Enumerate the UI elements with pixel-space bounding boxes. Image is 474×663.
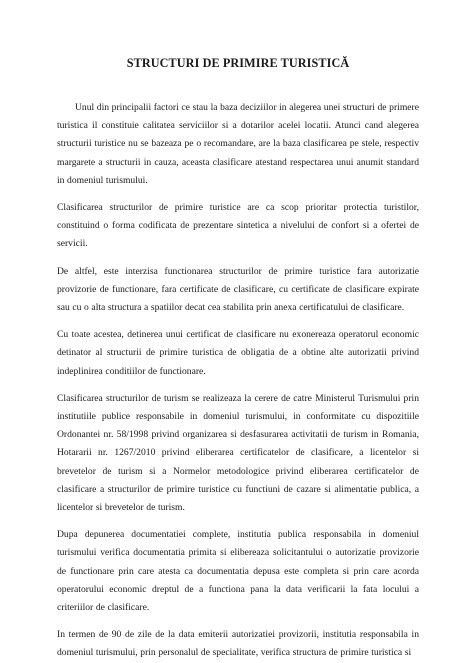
- paragraph: In termen de 90 de zile de la data emiterii autorizatiei provizorii, institutia responsabila in domeniul turismului, prin personalul de specialitate, verifica structura de primire turistica si: [57, 629, 419, 659]
- paragraph: Clasificarea structurilor de primire turistice are ca scop prioritar protectia turistilor, constituind o forma codificata de prezentare sintetica a nivelului de confort si a ofertei de servicii.: [57, 202, 419, 250]
- paragraph: Unul din principalii factori ce stau la baza deciziilor in alegerea unei structuri de primere turistica il constituie calitatea serviciilor si a dotarilor acelei locatii. Atunci cand alegerea structurii turistice nu se bazeaza pe o recomandare, are la baza clasificarea pe stele, respectiv margarete a structurii in cauza, aceasta clasificare atestand respectarea unui anumit standard in domeniul turismului.: [57, 102, 419, 186]
- paragraph: Dupa depunerea documentatiei complete, institutia publica responsabila in domeniul turismului verifica documentatia primita si elibereaza solicitantului o autorizatie provizorie de functionare prin care atesta ca documentatia depusa este completa si prin care acorda operatorului economic dreptul de a functiona pana la data verificarii la fata locului a criteriilor de clasificare.: [57, 529, 419, 614]
- paragraph: Cu toate acestea, detinerea unui certificat de clasificare nu exonereaza operatorul economic detinator al structurii de primire turistica de obligatia de a obtine alte autorizatii privind indeplinirea conditiilor de functionare.: [57, 329, 419, 377]
- paragraph: De altfel, este interzisa functionarea structurilor de primire turistice fara autorizatie provizorie de functionare, fara certificate de clasificare, cu certificate de clasificare expirate sau cu o alta structura a spatiilor decat cea stabilita prin anexa certificatului de clasificare.: [57, 265, 419, 314]
- page-title: STRUCTURI DE PRIMIRE TURISTICĂ: [126, 56, 350, 70]
- paragraph: Clasificarea structurilor de turism se realizeaza la cerere de catre Ministerul Turismului prin institutiile publice responsabile in domeniul turismului, in conformitate cu dispozitiile Ordonantei nr. 58/1998 privind organizarea si desfasurarea activitatii de turism in Romania, Hotararii nr. 1267/2010 privind eliberarea certificatelor de clasificare, a licentelor si brevetelor de turism si a Normelor metodologice privind eliberarea certificatelor de clasificare a structurilor de primire turistice cu functiuni de cazare si alimentatie publica, a licentelor si brevetelor de turism.: [57, 392, 419, 514]
